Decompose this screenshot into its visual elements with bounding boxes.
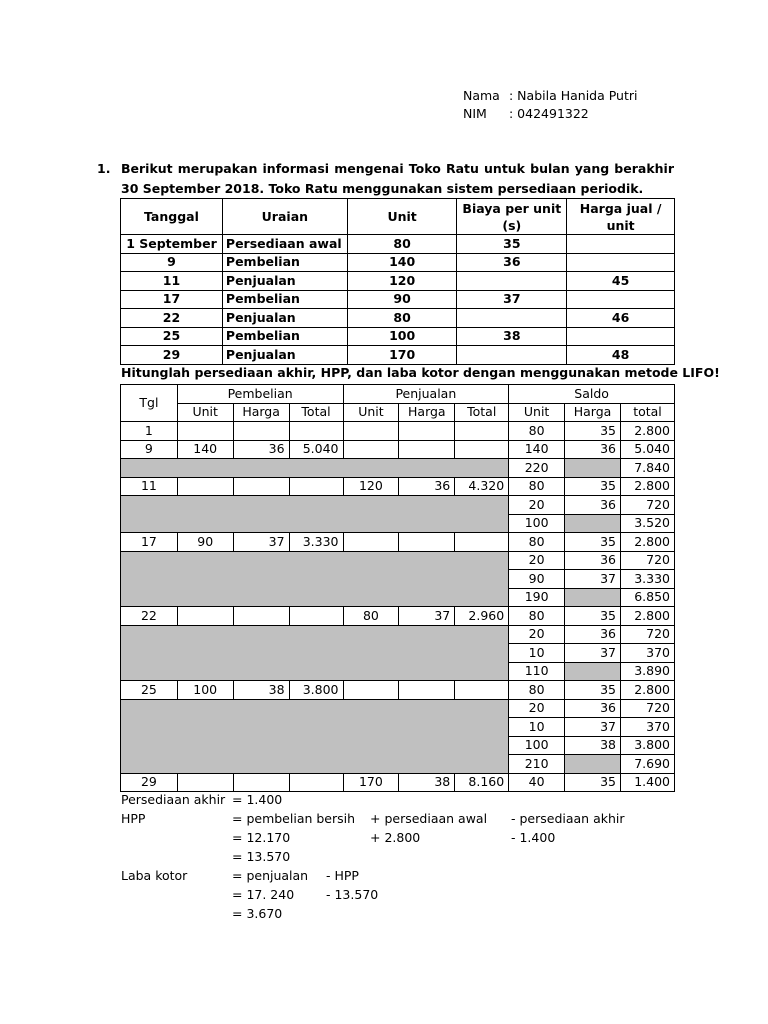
table-cell (565, 459, 621, 478)
table-cell (233, 477, 289, 496)
table-row (121, 681, 675, 700)
table-cell: 170 (343, 773, 399, 792)
table-cell: 2.800 (620, 477, 674, 496)
table-cell (289, 422, 343, 441)
table-cell: 1 September (121, 235, 223, 254)
table-row (121, 346, 675, 365)
table-cell: 4.320 (455, 477, 509, 496)
table-cell (399, 440, 455, 459)
table-cell (177, 422, 233, 441)
table-cell: 190 (509, 588, 565, 607)
table-row (121, 235, 675, 254)
table-cell: 36 (399, 477, 455, 496)
column-header: Unit (177, 403, 233, 422)
question-text: Berikut merupakan informasi mengenai Toko Ratu untuk bulan yang berakhir 30 September 2018. Toko Ratu menggunakan sistem persediaan periodik. (121, 161, 674, 196)
hpp-label: HPP (121, 811, 146, 826)
table-cell (289, 773, 343, 792)
table-cell (565, 588, 621, 607)
table-cell: 29 (121, 346, 223, 365)
laba-line3-a: = 3.670 (232, 906, 283, 921)
table-cell: 7.690 (620, 755, 674, 774)
table-cell (457, 309, 567, 328)
table-cell: 36 (565, 625, 621, 644)
table-cell (455, 422, 509, 441)
table-cell: 9 (121, 440, 178, 459)
laba-line1-a: = penjualan (232, 868, 309, 883)
table-cell: 100 (347, 327, 457, 346)
table-cell: 2.800 (620, 533, 674, 552)
nim-value: : 042491322 (509, 105, 589, 121)
table-cell: 9 (121, 253, 223, 272)
table-cell: 720 (620, 496, 674, 515)
nama-value: : Nabila Hanida Putri (509, 88, 638, 103)
table-cell: 80 (347, 309, 457, 328)
column-header: Unit (509, 403, 565, 422)
table-cell: 80 (509, 533, 565, 552)
table-cell: 370 (620, 644, 674, 663)
table-cell: 38 (399, 773, 455, 792)
table-row (121, 327, 675, 346)
table-cell (233, 422, 289, 441)
table-header-row (121, 385, 675, 404)
column-header: Total (455, 403, 509, 422)
table-cell: 36 (565, 496, 621, 515)
column-header: Total (289, 403, 343, 422)
table-cell: 3.520 (620, 514, 674, 533)
table-cell: 35 (565, 533, 621, 552)
table-row (121, 477, 675, 496)
hpp-line3-a: = 13.570 (232, 849, 291, 864)
table-cell (567, 235, 675, 254)
table-cell (567, 290, 675, 309)
table-cell: 720 (620, 551, 674, 570)
lifo-table (120, 384, 675, 792)
table-cell: 35 (565, 773, 621, 792)
table-cell: Persediaan awal (222, 235, 347, 254)
table-cell: 120 (347, 272, 457, 291)
table-row (121, 253, 675, 272)
table-row (121, 440, 675, 459)
table-cell: 80 (343, 607, 399, 626)
table-cell (567, 327, 675, 346)
nama-label: Nama (463, 88, 500, 103)
table-cell: 35 (457, 235, 567, 254)
table-row (121, 773, 675, 792)
table-cell: 37 (565, 644, 621, 663)
table-cell: 17 (121, 533, 178, 552)
shaded-block (121, 496, 509, 533)
persediaan-akhir-label: Persediaan akhir (121, 792, 226, 807)
table-cell: 100 (509, 514, 565, 533)
column-header: Unit (343, 403, 399, 422)
table-cell: 20 (509, 625, 565, 644)
table-cell: 3.800 (620, 736, 674, 755)
table-cell (565, 514, 621, 533)
table-cell: 90 (177, 533, 233, 552)
table-cell (343, 533, 399, 552)
table-cell: 37 (565, 718, 621, 737)
table-row (121, 309, 675, 328)
table-cell: Pembelian (222, 327, 347, 346)
column-header: Biaya per unit (s) (457, 199, 567, 235)
table-cell: Penjualan (222, 272, 347, 291)
table-row (121, 422, 675, 441)
table-cell: 80 (509, 607, 565, 626)
table-row (121, 699, 675, 718)
table-cell (289, 477, 343, 496)
table-cell (233, 773, 289, 792)
table-cell: 140 (509, 440, 565, 459)
table-cell (565, 755, 621, 774)
table-cell: 80 (509, 681, 565, 700)
table-cell: 35 (565, 477, 621, 496)
table-cell: 5.040 (620, 440, 674, 459)
table-cell: 8.160 (455, 773, 509, 792)
table-cell: 22 (121, 309, 223, 328)
laba-line2-b: - 13.570 (326, 887, 379, 902)
table-cell (343, 422, 399, 441)
table-cell (343, 440, 399, 459)
table-cell (177, 477, 233, 496)
laba-line2-a: = 17. 240 (232, 887, 295, 902)
column-header: Uraian (222, 199, 347, 235)
table-subheader-row (121, 403, 675, 422)
table-cell (457, 346, 567, 365)
table-cell: 36 (565, 440, 621, 459)
table-cell: 5.040 (289, 440, 343, 459)
shaded-block (121, 699, 509, 773)
table-cell: 6.850 (620, 588, 674, 607)
table-row (121, 533, 675, 552)
column-header: Harga (399, 403, 455, 422)
table-cell: 80 (347, 235, 457, 254)
column-header: Harga jual / unit (567, 199, 675, 235)
table-cell: 36 (565, 551, 621, 570)
table-row (121, 496, 675, 515)
table-cell (399, 533, 455, 552)
table-cell: Penjualan (222, 309, 347, 328)
table-cell: 35 (565, 681, 621, 700)
table-cell: 36 (565, 699, 621, 718)
column-header: Tanggal (121, 199, 223, 235)
table-cell (399, 422, 455, 441)
table-cell (455, 533, 509, 552)
table-cell: 3.330 (620, 570, 674, 589)
table-cell: 80 (509, 477, 565, 496)
table-cell: 2.800 (620, 681, 674, 700)
table-cell: 35 (565, 607, 621, 626)
table-cell: 7.840 (620, 459, 674, 478)
hpp-line2-a: = 12.170 (232, 830, 291, 845)
table-cell: 45 (567, 272, 675, 291)
table-cell: 10 (509, 718, 565, 737)
question-1 (97, 159, 674, 199)
column-header: total (620, 403, 674, 422)
table-cell: 36 (233, 440, 289, 459)
table-cell: 36 (457, 253, 567, 272)
table-cell: 22 (121, 607, 178, 626)
table-cell: 90 (509, 570, 565, 589)
table-row (121, 551, 675, 570)
table-cell: 48 (567, 346, 675, 365)
column-header: Saldo (509, 385, 675, 404)
table-cell: 20 (509, 699, 565, 718)
table-cell (177, 773, 233, 792)
table-cell: 3.800 (289, 681, 343, 700)
table-cell: Pembelian (222, 290, 347, 309)
laba-kotor-label: Laba kotor (121, 868, 188, 883)
student-header (463, 87, 638, 122)
column-header: Unit (347, 199, 457, 235)
table-header-row (121, 199, 675, 235)
table-cell: 2.800 (620, 607, 674, 626)
column-header: Pembelian (177, 385, 343, 404)
table-cell: 11 (121, 477, 178, 496)
table-cell: 3.890 (620, 662, 674, 681)
table-cell: 10 (509, 644, 565, 663)
table-cell: 20 (509, 551, 565, 570)
table-cell: 1 (121, 422, 178, 441)
table-cell: Penjualan (222, 346, 347, 365)
transaction-info-table (120, 198, 675, 365)
hpp-line2-b: + 2.800 (370, 830, 421, 845)
table-cell: 25 (121, 327, 223, 346)
table-cell: 210 (509, 755, 565, 774)
table-cell: 370 (620, 718, 674, 737)
hpp-line1-a: = pembelian bersih (232, 811, 356, 826)
shaded-block (121, 459, 509, 478)
table-cell (455, 681, 509, 700)
question-number: 1. (97, 161, 111, 176)
table-cell (289, 607, 343, 626)
table-cell: 2.800 (620, 422, 674, 441)
hpp-line1-c: - persediaan akhir (511, 811, 625, 826)
table-cell: 38 (457, 327, 567, 346)
table-cell: 220 (509, 459, 565, 478)
column-header: Harga (233, 403, 289, 422)
table-cell: 46 (567, 309, 675, 328)
table-cell: 720 (620, 625, 674, 644)
table-cell: 20 (509, 496, 565, 515)
table-cell: Pembelian (222, 253, 347, 272)
table-cell (565, 662, 621, 681)
table-row (121, 290, 675, 309)
table-cell: 37 (233, 533, 289, 552)
table-cell: 120 (343, 477, 399, 496)
table-cell: 720 (620, 699, 674, 718)
table-row (121, 607, 675, 626)
table-cell (455, 440, 509, 459)
table-cell: 37 (457, 290, 567, 309)
table-cell: 35 (565, 422, 621, 441)
table-cell: 38 (233, 681, 289, 700)
table-cell: 25 (121, 681, 178, 700)
table-cell: 100 (177, 681, 233, 700)
laba-line1-b: - HPP (326, 868, 359, 883)
hpp-line1-b: + persediaan awal (370, 811, 488, 826)
table-cell (567, 253, 675, 272)
hpp-line2-c: - 1.400 (511, 830, 556, 845)
table-cell: 11 (121, 272, 223, 291)
table-cell (343, 681, 399, 700)
table-cell: 17 (121, 290, 223, 309)
column-header: Tgl (121, 385, 178, 422)
table-cell: 29 (121, 773, 178, 792)
table-cell: 3.330 (289, 533, 343, 552)
table-cell: 2.960 (455, 607, 509, 626)
table-cell: 110 (509, 662, 565, 681)
table-cell: 140 (347, 253, 457, 272)
column-header: Harga (565, 403, 621, 422)
persediaan-akhir-value: = 1.400 (232, 792, 283, 807)
table-cell: 40 (509, 773, 565, 792)
table-cell: 100 (509, 736, 565, 755)
table-cell: 1.400 (620, 773, 674, 792)
table-cell: 37 (399, 607, 455, 626)
table-cell: 90 (347, 290, 457, 309)
shaded-block (121, 551, 509, 607)
table-row (121, 272, 675, 291)
table-cell (457, 272, 567, 291)
table-cell (233, 607, 289, 626)
table-cell: 38 (565, 736, 621, 755)
nim-label: NIM (463, 105, 487, 121)
shaded-block (121, 625, 509, 681)
table-cell: 37 (565, 570, 621, 589)
column-header: Penjualan (343, 385, 509, 404)
table-row (121, 459, 675, 478)
table-row (121, 625, 675, 644)
table-cell: 170 (347, 346, 457, 365)
table-cell (399, 681, 455, 700)
table-cell (177, 607, 233, 626)
table-cell: 80 (509, 422, 565, 441)
instruction-text: Hitunglah persediaan akhir, HPP, dan laba kotor dengan menggunakan metode LIFO! (121, 365, 720, 380)
table-cell: 140 (177, 440, 233, 459)
